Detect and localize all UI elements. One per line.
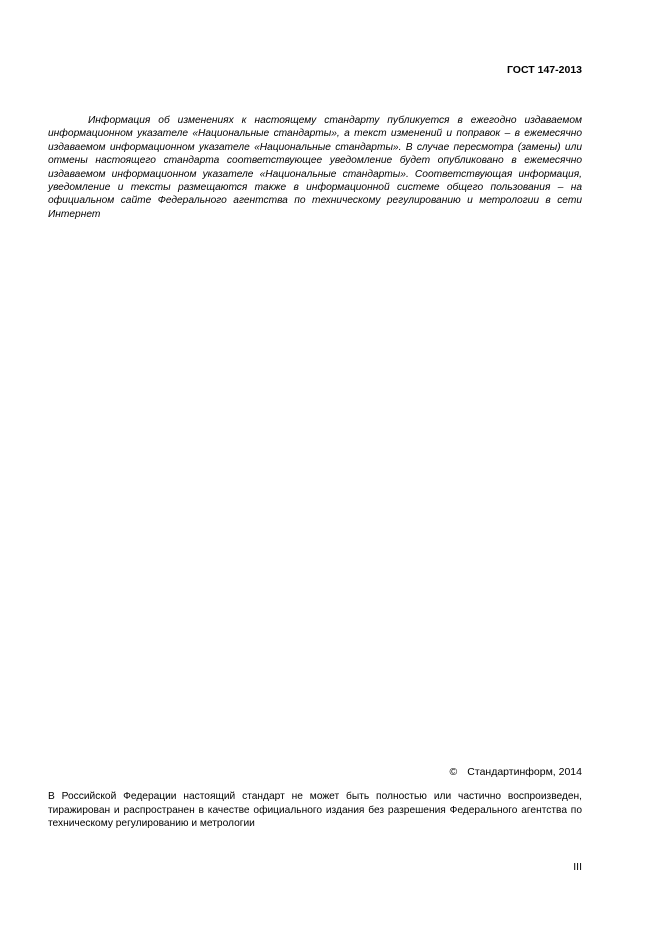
copyright-line bbox=[450, 766, 582, 779]
reproduction-rights-notice: В Российской Федерации настоящий стандарт не может быть полностью или частично воспроизведен, тиражирован и распространен в качестве официального издания без разрешения Федерального агентства по техническому регулированию и метрологии bbox=[48, 791, 582, 830]
amendments-notice: Информация об изменениях к настоящему стандарту публикуется в ежегодно издаваемом информационном указателе «Национальные стандарты», а текст изменений и поправок – в ежемесячно издаваемом информационном указателе «Национальные стандарты». В случае пересмотра (замены) или отмены настоящего стандарта соответствующее уведомление будет опубликовано в ежемесячно издаваемом информационном указателе «Национальные стандарты». Соответствующая информация, уведомление и тексты размещаются также в информационной системе общего пользования – на официальном сайте Федерального агентства по техническому регулированию и метрологии в сети Интернет bbox=[48, 115, 582, 220]
document-code: ГОСТ 147-2013 bbox=[506, 64, 582, 76]
copyright-icon: © bbox=[449, 766, 458, 778]
copyright-holder: Стандартинформ, 2014 bbox=[467, 766, 582, 778]
page-number: III bbox=[573, 861, 582, 873]
